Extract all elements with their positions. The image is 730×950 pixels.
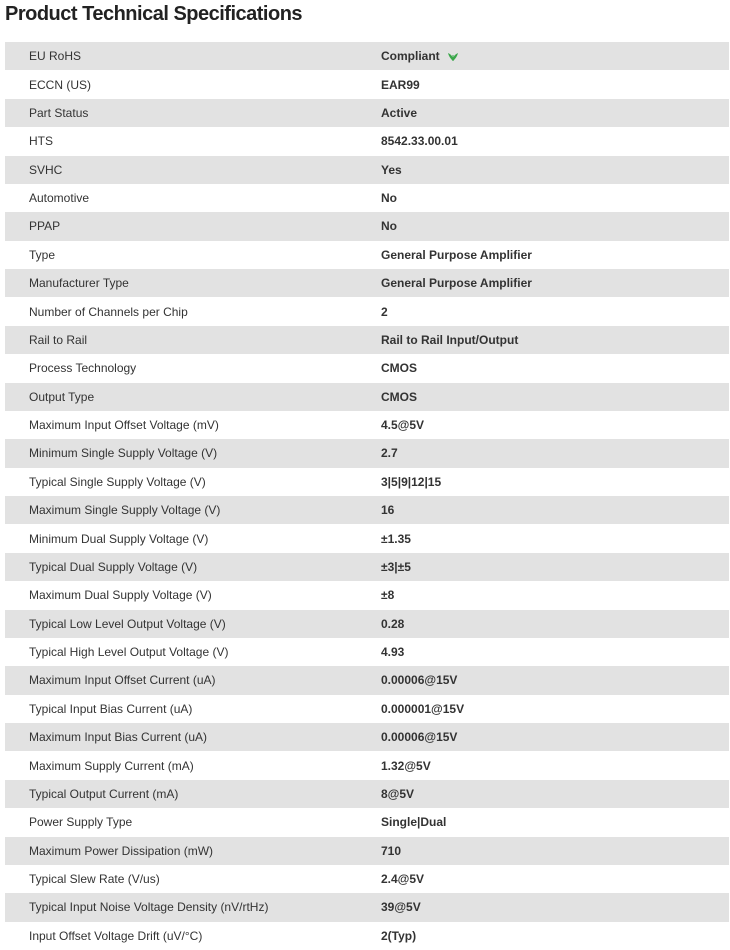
spec-label: Automotive xyxy=(29,191,90,206)
page-title: Product Technical Specifications xyxy=(5,3,303,25)
spec-value-text: No xyxy=(381,219,397,234)
spec-value-text: ±3|±5 xyxy=(381,559,411,574)
spec-value xyxy=(381,212,729,240)
spec-value xyxy=(381,354,729,382)
table-row xyxy=(5,837,729,865)
spec-value xyxy=(381,553,729,581)
spec-value-text: 8@5V xyxy=(381,786,415,801)
spec-value-text: 16 xyxy=(381,503,395,518)
spec-label: Typical Dual Supply Voltage (V) xyxy=(29,559,198,574)
spec-label: Power Supply Type xyxy=(29,815,133,830)
spec-value-text: 0.28 xyxy=(381,616,405,631)
table-row xyxy=(5,638,729,666)
table-row xyxy=(5,297,729,325)
spec-value xyxy=(381,326,729,354)
spec-value xyxy=(381,723,729,751)
spec-value-text: 1.32@5V xyxy=(381,758,431,773)
spec-value xyxy=(381,496,729,524)
spec-label: Maximum Supply Current (mA) xyxy=(29,758,194,773)
spec-label: Typical Single Supply Voltage (V) xyxy=(29,474,206,489)
spec-label: Input Offset Voltage Drift (uV/°C) xyxy=(29,928,203,943)
spec-label: Type xyxy=(29,247,56,262)
spec-value xyxy=(381,241,729,269)
spec-label: Number of Channels per Chip xyxy=(29,304,188,319)
spec-value-text: No xyxy=(381,191,397,206)
spec-value-text: 3|5|9|12|15 xyxy=(381,474,442,489)
table-row xyxy=(5,156,729,184)
spec-value-text: 0.000001@15V xyxy=(381,701,465,716)
spec-table-body xyxy=(5,42,729,950)
spec-value xyxy=(381,808,729,836)
spec-value xyxy=(381,411,729,439)
table-row xyxy=(5,496,729,524)
table-row xyxy=(5,666,729,694)
spec-value xyxy=(381,695,729,723)
table-row xyxy=(5,99,729,127)
table-row xyxy=(5,70,729,98)
table-row xyxy=(5,553,729,581)
spec-value xyxy=(381,780,729,808)
spec-value xyxy=(381,581,729,609)
spec-value-text: Compliant xyxy=(381,49,440,64)
table-row xyxy=(5,269,729,297)
spec-value xyxy=(381,610,729,638)
table-row xyxy=(5,354,729,382)
table-row xyxy=(5,212,729,240)
spec-label: Output Type xyxy=(29,389,95,404)
spec-value xyxy=(381,893,729,921)
spec-value xyxy=(381,666,729,694)
spec-value xyxy=(381,297,729,325)
table-row xyxy=(5,524,729,552)
spec-value-text: 0.00006@15V xyxy=(381,673,458,688)
spec-value-text: 4.5@5V xyxy=(381,418,425,433)
table-row xyxy=(5,751,729,779)
spec-value-text: 8542.33.00.01 xyxy=(381,134,458,149)
spec-value xyxy=(381,156,729,184)
spec-value xyxy=(381,99,729,127)
table-row xyxy=(5,893,729,921)
spec-value xyxy=(381,127,729,155)
spec-value xyxy=(381,837,729,865)
table-row xyxy=(5,695,729,723)
spec-label: Typical Low Level Output Voltage (V) xyxy=(29,616,226,631)
spec-value-text: 2.4@5V xyxy=(381,872,425,887)
spec-label: Typical Input Noise Voltage Density (nV/rtHz) xyxy=(29,900,269,915)
spec-value xyxy=(381,439,729,467)
spec-label: Minimum Single Supply Voltage (V) xyxy=(29,446,218,461)
spec-value xyxy=(381,638,729,666)
spec-label: Manufacturer Type xyxy=(29,276,129,291)
spec-value-text: General Purpose Amplifier xyxy=(381,247,532,262)
spec-label: Maximum Single Supply Voltage (V) xyxy=(29,503,221,518)
table-row xyxy=(5,326,729,354)
spec-label: Maximum Dual Supply Voltage (V) xyxy=(29,588,212,603)
table-row xyxy=(5,581,729,609)
spec-value xyxy=(381,751,729,779)
spec-label: Maximum Input Bias Current (uA) xyxy=(29,730,208,745)
spec-label: Typical Slew Rate (V/us) xyxy=(29,872,160,887)
table-row xyxy=(5,439,729,467)
spec-value xyxy=(381,42,729,70)
spec-label: Maximum Input Offset Current (uA) xyxy=(29,673,216,688)
table-row xyxy=(5,42,729,70)
table-row xyxy=(5,723,729,751)
spec-value-text: CMOS xyxy=(381,361,417,376)
spec-value-text: 2 xyxy=(381,304,388,319)
spec-value xyxy=(381,70,729,98)
spec-value-text: ±8 xyxy=(381,588,395,603)
table-row xyxy=(5,610,729,638)
spec-value xyxy=(381,922,729,950)
table-row xyxy=(5,383,729,411)
spec-value xyxy=(381,468,729,496)
spec-value xyxy=(381,184,729,212)
table-row xyxy=(5,780,729,808)
table-row xyxy=(5,468,729,496)
spec-table xyxy=(5,42,729,950)
table-row xyxy=(5,127,729,155)
spec-value-text: 4.93 xyxy=(381,645,405,660)
spec-label: Typical Output Current (mA) xyxy=(29,786,179,801)
spec-label: Rail to Rail xyxy=(29,332,88,347)
spec-value xyxy=(381,269,729,297)
table-row xyxy=(5,865,729,893)
spec-value-text: Active xyxy=(381,105,418,120)
table-row xyxy=(5,808,729,836)
spec-value-text: Single|Dual xyxy=(381,815,447,830)
spec-label: Maximum Power Dissipation (mW) xyxy=(29,843,214,858)
spec-value-text: 0.00006@15V xyxy=(381,730,458,745)
table-row xyxy=(5,411,729,439)
spec-label: Maximum Input Offset Voltage (mV) xyxy=(29,418,219,433)
spec-label: SVHC xyxy=(29,162,63,177)
spec-label: ECCN (US) xyxy=(29,77,91,92)
spec-value-text: Rail to Rail Input/Output xyxy=(381,332,519,347)
spec-label: HTS xyxy=(29,134,53,149)
spec-label: Part Status xyxy=(29,105,89,120)
spec-label: Typical High Level Output Voltage (V) xyxy=(29,645,229,660)
spec-label: EU RoHS xyxy=(29,49,82,64)
spec-value xyxy=(381,865,729,893)
table-row xyxy=(5,184,729,212)
spec-label: Typical Input Bias Current (uA) xyxy=(29,701,193,716)
spec-value-text: CMOS xyxy=(381,389,417,404)
table-row xyxy=(5,922,729,950)
spec-value xyxy=(381,524,729,552)
leaf-icon xyxy=(446,50,460,62)
spec-label: Minimum Dual Supply Voltage (V) xyxy=(29,531,209,546)
spec-label: PPAP xyxy=(29,219,61,234)
spec-value-text: EAR99 xyxy=(381,77,420,92)
spec-value-text: 710 xyxy=(381,843,402,858)
spec-value-text: 2.7 xyxy=(381,446,398,461)
spec-value-text: 2(Typ) xyxy=(381,928,417,943)
table-row xyxy=(5,241,729,269)
spec-value-text: 39@5V xyxy=(381,900,421,915)
spec-value-text: Yes xyxy=(381,162,402,177)
spec-value-text: General Purpose Amplifier xyxy=(381,276,532,291)
spec-label: Process Technology xyxy=(29,361,137,376)
spec-value-text: ±1.35 xyxy=(381,531,411,546)
spec-value xyxy=(381,383,729,411)
